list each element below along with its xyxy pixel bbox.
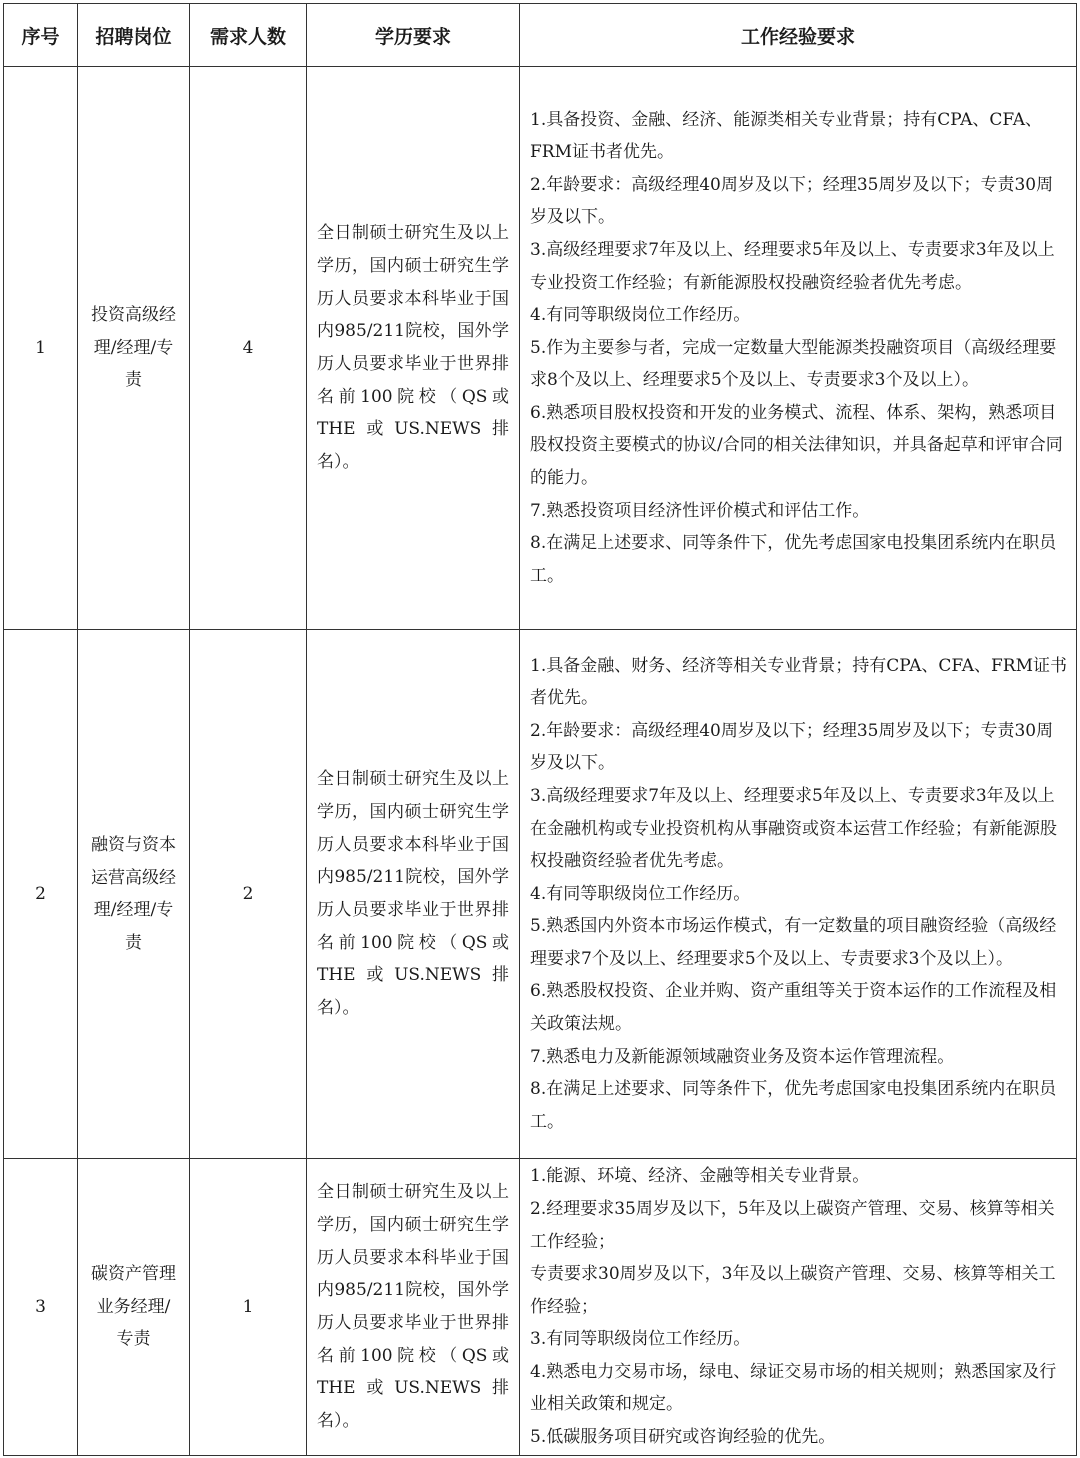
header-row (4, 4, 1077, 67)
experience-item: 8.在满足上述要求、同等条件下，优先考虑国家电投集团系统内在职员工。 (530, 533, 1057, 586)
experience-item: 4.熟悉电力交易市场，绿电、绿证交易市场的相关规则；熟悉国家及行业相关政策和规定。 (530, 1361, 1057, 1415)
header-no: 序号 (4, 4, 78, 67)
experience-item: 5.熟悉国内外资本市场运作模式，有一定数量的项目融资经验（高级经理要求7个及以上、经理要求5个及以上、专责要求3个及以上）。 (530, 916, 1057, 969)
experience-item: 6.熟悉项目股权投资和开发的业务模式、流程、体系、架构，熟悉项目股权投资主要模式的协议/合同的相关法律知识，并具备起草和评审合同的能力。 (530, 402, 1063, 489)
experience-item: 1.具备投资、金融、经济、能源类相关专业背景；持有CPA、CFA、FRM证书者优先。 (530, 109, 1042, 163)
header-count: 需求人数 (190, 4, 307, 67)
experience-item: 7.熟悉电力及新能源领域融资业务及资本运作管理流程。 (530, 1046, 955, 1067)
experience-item: 5.低碳服务项目研究或咨询经验的优先。 (530, 1427, 836, 1448)
row-no: 1 (4, 67, 78, 630)
header-education: 学历要求 (307, 4, 520, 67)
table-row (4, 1159, 1077, 1456)
row-position: 投资高级经理/经理/专责 (78, 67, 190, 630)
row-no: 3 (4, 1159, 78, 1456)
experience-item: 2.年龄要求：高级经理40周岁及以下；经理35周岁及以下；专责30周岁及以下。 (530, 174, 1054, 228)
row-position: 融资与资本运营高级经理/经理/专责 (78, 630, 190, 1159)
experience-item: 3.高级经理要求7年及以上、经理要求5年及以上、专责要求3年及以上在金融机构或专业投资机构从事融资或资本运营工作经验；有新能源股权投融资经验者优先考虑。 (530, 785, 1057, 872)
row-education: 全日制硕士研究生及以上学历，国内硕士研究生学历人员要求本科毕业于国内985/211院校，国外学历人员要求毕业于世界排名前100院校（QS或THE或US.NEWS排名）。 (307, 1159, 520, 1456)
row-count: 2 (190, 630, 307, 1159)
row-position: 碳资产管理业务经理/专责 (78, 1159, 190, 1456)
experience-item: 2.经理要求35周岁及以下，5年及以上碳资产管理、交易、核算等相关工作经验； (530, 1198, 1055, 1252)
experience-item: 7.熟悉投资项目经济性评价模式和评估工作。 (530, 500, 870, 521)
experience-item: 专责要求30周岁及以下，3年及以上碳资产管理、交易、核算等相关工作经验； (530, 1264, 1056, 1317)
row-no: 2 (4, 630, 78, 1159)
row-count: 1 (190, 1159, 307, 1456)
header-position: 招聘岗位 (78, 4, 190, 67)
experience-item: 3.高级经理要求7年及以上、经理要求5年及以上、专责要求3年及以上专业投资工作经验；有新能源股权投融资经验者优先考虑。 (530, 239, 1055, 293)
row-education: 全日制硕士研究生及以上学历，国内硕士研究生学历人员要求本科毕业于国内985/211院校，国外学历人员要求毕业于世界排名前100院校（QS或THE或US.NEWS排名）。 (307, 630, 520, 1159)
row-experience (520, 630, 1077, 1159)
table-row (4, 67, 1077, 630)
experience-item: 1.具备金融、财务、经济等相关专业背景；持有CPA、CFA、FRM证书者优先。 (530, 655, 1067, 709)
header-experience: 工作经验要求 (520, 4, 1077, 67)
experience-item: 4.有同等职级岗位工作经历。 (530, 305, 751, 326)
experience-item: 1.能源、环境、经济、金融等相关专业背景。 (530, 1166, 870, 1187)
experience-item: 8.在满足上述要求、同等条件下，优先考虑国家电投集团系统内在职员工。 (530, 1079, 1057, 1132)
row-count: 4 (190, 67, 307, 630)
row-experience (520, 67, 1077, 630)
experience-item: 4.有同等职级岗位工作经历。 (530, 883, 751, 904)
row-education: 全日制硕士研究生及以上学历，国内硕士研究生学历人员要求本科毕业于国内985/211院校，国外学历人员要求毕业于世界排名前100院校（QS或THE或US.NEWS排名）。 (307, 67, 520, 630)
recruitment-table (3, 3, 1077, 1456)
experience-item: 5.作为主要参与者，完成一定数量大型能源类投融资项目（高级经理要求8个及以上、经理要求5个及以上、专责要求3个及以上）。 (530, 337, 1057, 391)
row-experience (520, 1159, 1077, 1456)
table-row (4, 630, 1077, 1159)
experience-item: 3.有同等职级岗位工作经历。 (530, 1329, 751, 1350)
experience-item: 2.年龄要求：高级经理40周岁及以下；经理35周岁及以下；专责30周岁及以下。 (530, 720, 1054, 774)
experience-item: 6.熟悉股权投资、企业并购、资产重组等关于资本运作的工作流程及相关政策法规。 (530, 981, 1057, 1035)
